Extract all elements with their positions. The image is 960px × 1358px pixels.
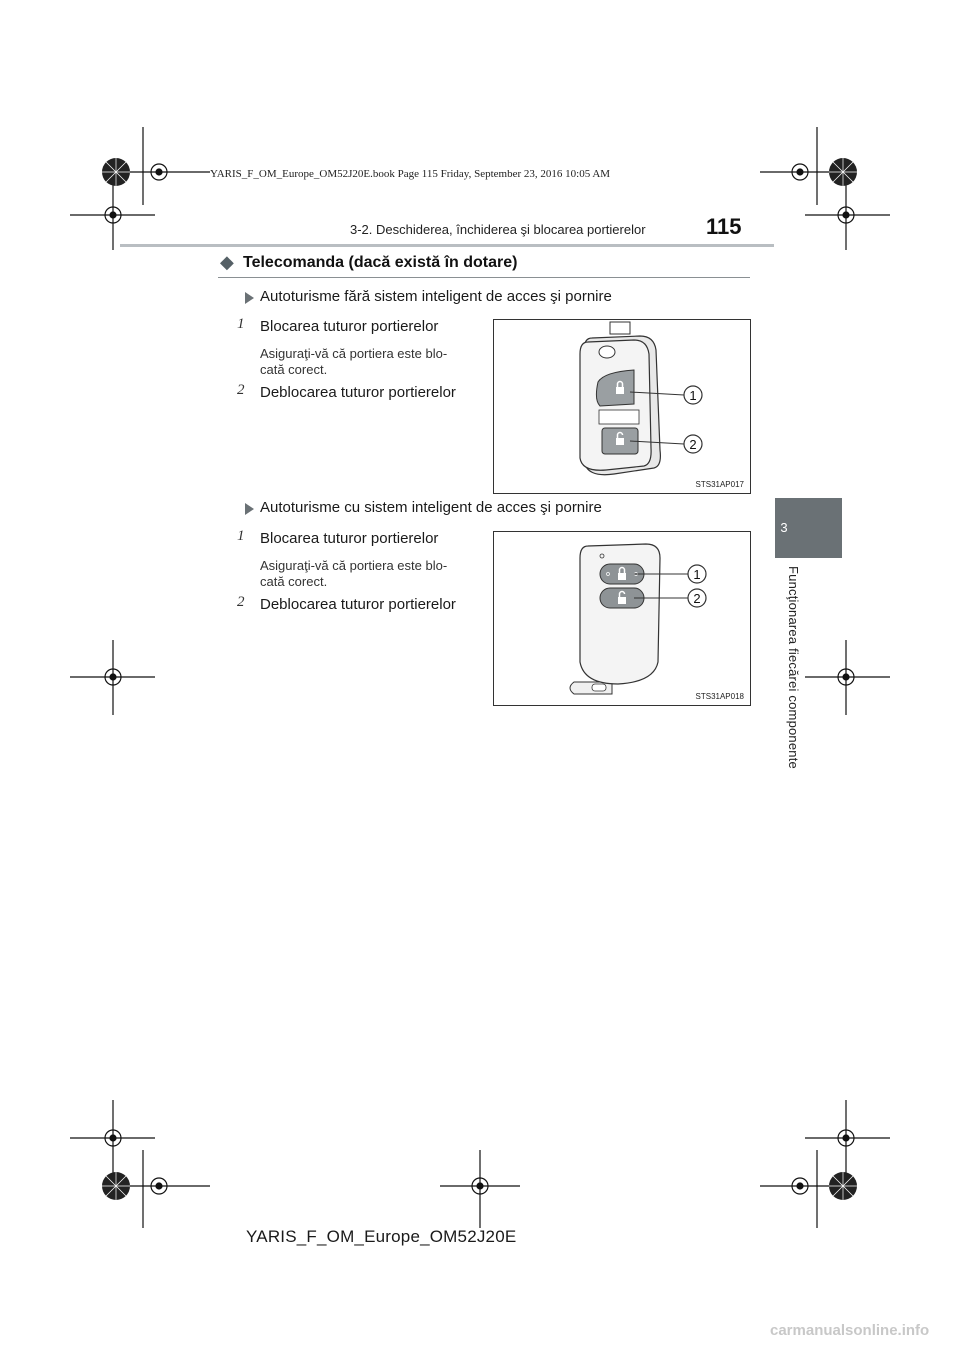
figure-flip-key xyxy=(493,319,751,494)
callout-1: 1 xyxy=(689,388,697,403)
chapter-tab-title: Funcţionarea fiecărei componente xyxy=(786,566,801,769)
item-note-line: Asiguraţi-vă că portiera este blo- cată corect. xyxy=(260,346,448,377)
header-rule xyxy=(120,244,774,247)
item-number-badge: 1 xyxy=(237,528,245,544)
item-label: Deblocarea tuturor portierelor xyxy=(260,596,456,613)
triangle-bullet-icon xyxy=(245,503,254,515)
item-number-badge: 2 xyxy=(237,382,245,398)
flip-key-illustration xyxy=(494,320,750,493)
item-note xyxy=(260,558,500,590)
item-label: Deblocarea tuturor portierelor xyxy=(260,384,456,401)
figure-smart-key xyxy=(493,531,751,706)
diamond-icon: ◆ xyxy=(220,252,234,272)
watermark: carmanualsonline.info xyxy=(770,1322,930,1339)
page-header-title: 3-2. Deschiderea, închiderea şi blocarea portierelor xyxy=(350,222,646,237)
book-print-line: YARIS_F_OM_Europe_OM52J20E.book Page 115 Friday, September 23, 2016 10:05 AM xyxy=(210,168,611,180)
figure-code: STS31AP018 xyxy=(695,692,744,701)
smart-key-illustration xyxy=(494,532,750,705)
chapter-tab-number: 3 xyxy=(780,520,788,535)
page-number: 115 xyxy=(706,214,742,239)
triangle-bullet-icon xyxy=(245,292,254,304)
item-number-badge: 1 xyxy=(237,316,245,332)
figure-code: STS31AP017 xyxy=(695,480,744,489)
item-label: Blocarea tuturor portierelor xyxy=(260,318,439,335)
item-label: Blocarea tuturor portierelor xyxy=(260,530,439,547)
block-heading: Autoturisme cu sistem inteligent de acces şi pornire xyxy=(260,499,602,516)
footer-document-code: YARIS_F_OM_Europe_OM52J20E xyxy=(246,1227,517,1246)
section-title: Telecomanda (dacă există în dotare) xyxy=(243,254,518,271)
item-number-badge: 2 xyxy=(237,594,245,610)
callout-1: 1 xyxy=(693,567,701,582)
section-rule xyxy=(218,277,750,278)
block-heading: Autoturisme fără sistem inteligent de acces şi pornire xyxy=(260,288,612,305)
item-note-line: Asiguraţi-vă că portiera este blo- cată corect. xyxy=(260,558,448,589)
item-note xyxy=(260,346,500,378)
callout-2: 2 xyxy=(689,437,697,452)
callout-2: 2 xyxy=(693,591,701,606)
